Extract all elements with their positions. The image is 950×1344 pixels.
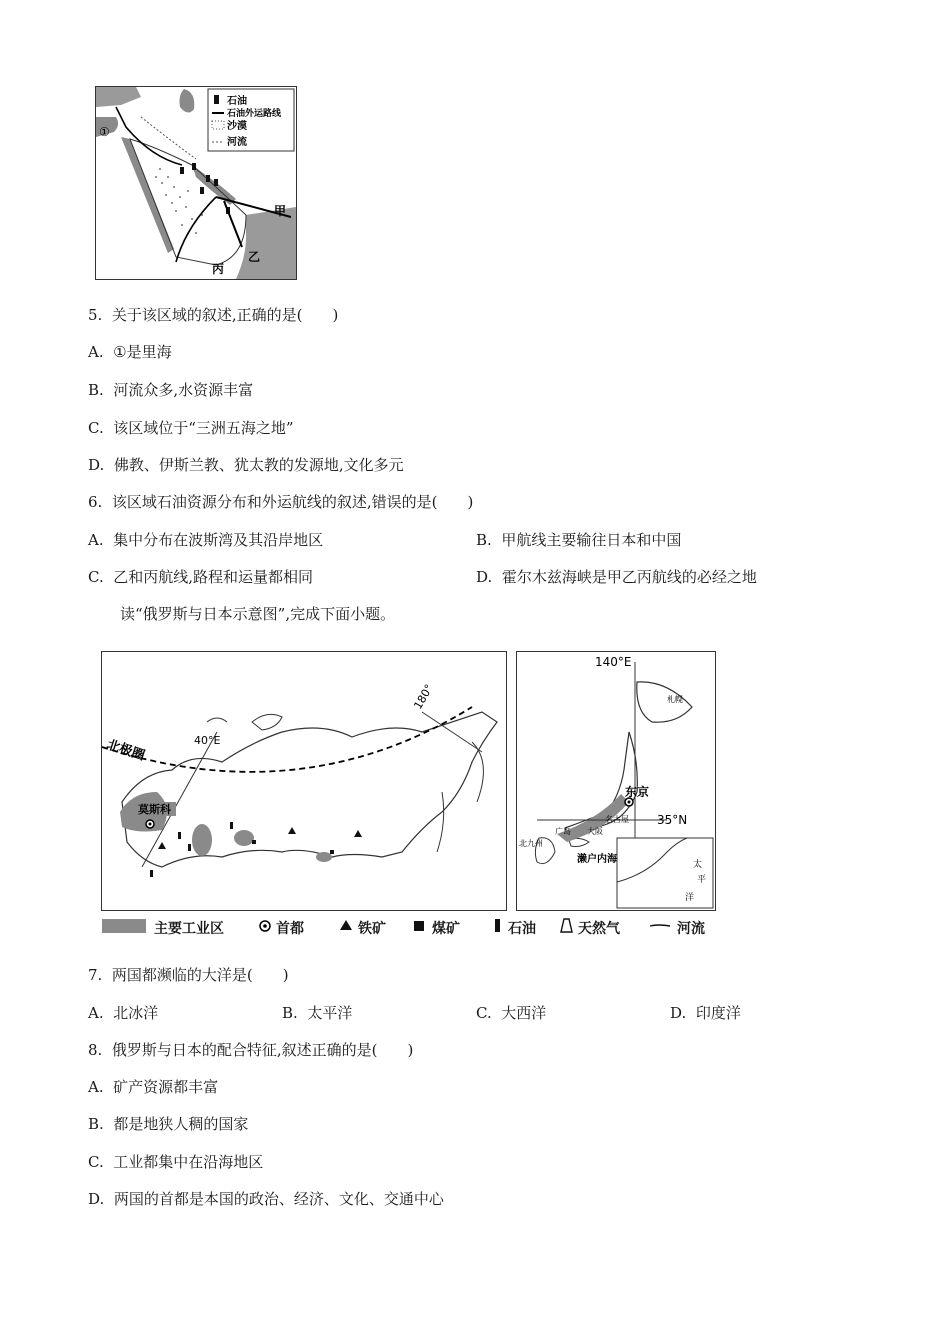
legend-iron: 铁矿 [358, 921, 386, 937]
tigris-euphrates-river [141, 117, 196, 159]
russia-map-svg [102, 652, 506, 910]
label-bing: 丙 [212, 262, 225, 276]
label-circle-1: ① [99, 125, 110, 139]
ural-industrial-zone [234, 830, 254, 846]
label-ocean-3: 洋 [685, 893, 695, 903]
q8-option-c[interactable]: C. 工业都集中在沿海地区 [88, 1153, 264, 1171]
label-35n: 35°N [657, 813, 688, 827]
iron-legend-icon [340, 920, 352, 930]
black-sea-area [96, 87, 141, 107]
label-140e: 140°E [595, 655, 632, 669]
coal-legend-icon [414, 921, 424, 931]
legend-oil-route: 石油外运路线 [227, 109, 282, 119]
caspian-sea [180, 89, 195, 113]
russia-outline [122, 712, 497, 867]
japan-map-svg [517, 652, 715, 910]
q6-text: 该区域石油资源分布和外运航线的叙述,错误的是( ) [111, 493, 474, 511]
middle-east-map-svg [96, 87, 296, 279]
q5-option-d[interactable]: D. 佛教、伊斯兰教、犹太教的发源地,文化多元 [88, 456, 404, 474]
route-bing [176, 197, 216, 262]
q7-text: 两国都濒临的大洋是( ) [111, 966, 289, 984]
q8-option-a[interactable]: A. 矿产资源都丰富 [88, 1078, 219, 1096]
inset-box [617, 838, 713, 908]
q8-option-d[interactable]: D. 两国的首都是本国的政治、经济、文化、交通中心 [88, 1190, 444, 1208]
tokyo-capital-dot [628, 801, 631, 804]
label-hiroshima: 广岛 [555, 827, 571, 836]
kuzbass-industrial-zone [316, 852, 332, 862]
label-kitakyushu: 北九州 [519, 839, 543, 848]
q7-number: 7. [88, 966, 103, 984]
novaya-zemlya [252, 714, 282, 730]
label-sapporo: 札幌 [667, 695, 683, 704]
q6-option-b[interactable]: B. 甲航线主要输往日本和中国 [476, 531, 682, 549]
arabian-sea [236, 207, 296, 279]
legend-oil: 石油 [227, 96, 247, 107]
legend-natural-gas: 天然气 [578, 921, 620, 937]
q8-number: 8. [88, 1041, 103, 1059]
legend-coal: 煤矿 [432, 921, 460, 937]
intro-text: 读“俄罗斯与日本示意图”,完成下面小题。 [120, 605, 396, 623]
q7-option-d[interactable]: D. 印度洋 [670, 1004, 741, 1022]
river-legend-icon-2 [650, 925, 670, 926]
q8-option-b[interactable]: B. 都是地狭人稠的国家 [88, 1115, 249, 1133]
volga-industrial-zone [192, 824, 212, 856]
q7-option-c[interactable]: C. 大西洋 [476, 1004, 547, 1022]
legend-desert: 沙漠 [227, 121, 247, 132]
route-yi [224, 201, 242, 247]
natural-gas-legend-icon [561, 919, 572, 932]
japan-map [516, 651, 716, 911]
capital-legend-dot [263, 924, 267, 928]
label-nagoya: 名古屋 [605, 815, 629, 824]
label-180: 180° [411, 682, 436, 712]
industrial-zone-legend-icon [102, 919, 146, 933]
q6-stem [88, 492, 473, 512]
q5-number: 5. [88, 306, 103, 324]
q7-option-b[interactable]: B. 太平洋 [282, 1004, 353, 1022]
label-ocean-2: 平 [697, 875, 707, 885]
label-inland-sea: 濑户内海 [577, 854, 617, 865]
q7-option-a[interactable]: A. 北冰洋 [88, 1004, 159, 1022]
q5-option-a[interactable]: A. ①是里海 [88, 343, 172, 361]
resource-markers [150, 822, 362, 877]
hokkaido [637, 682, 692, 722]
route-west [116, 107, 182, 165]
arctic-circle-line [102, 707, 472, 772]
legend-oil-2: 石油 [508, 921, 536, 937]
label-ocean-1: 太 [693, 860, 703, 870]
russia-map [101, 651, 507, 911]
q6-option-d[interactable]: D. 霍尔木兹海峡是甲乙丙航线的必经之地 [476, 568, 757, 586]
label-tokyo: 东京 [625, 785, 650, 799]
oil-legend-icon-2 [495, 919, 500, 932]
sakhalin [437, 792, 444, 852]
moscow-capital-dot [149, 823, 152, 826]
middle-east-oil-map [95, 86, 297, 280]
q5-text: 关于该区域的叙述,正确的是( ) [111, 306, 339, 324]
label-moscow: 莫斯科 [138, 803, 171, 816]
label-osaka: 大阪 [587, 827, 603, 836]
q5-stem [88, 305, 338, 325]
q6-number: 6. [88, 493, 103, 511]
q8-stem [88, 1040, 413, 1060]
q6-option-c[interactable]: C. 乙和丙航线,路程和运量都相同 [88, 568, 314, 586]
q7-stem [88, 965, 289, 985]
label-jia: 甲 [274, 204, 287, 218]
kola-peninsula [207, 718, 227, 722]
label-40e: 40°E [194, 734, 221, 747]
q6-option-a[interactable]: A. 集中分布在波斯湾及其沿岸地区 [88, 531, 324, 549]
legend-capital: 首都 [276, 921, 304, 937]
russia-japan-legend [102, 912, 714, 940]
q8-text: 俄罗斯与日本的配合特征,叙述正确的是( ) [111, 1041, 414, 1059]
label-arctic-circle: 北极圈 [104, 737, 147, 764]
q5-option-b[interactable]: B. 河流众多,水资源丰富 [88, 381, 254, 399]
legend-industrial-zone: 主要工业区 [154, 921, 224, 937]
legend-river: 河流 [227, 137, 247, 148]
legend-river-2: 河流 [677, 921, 705, 937]
label-yi: 乙 [248, 250, 261, 264]
q5-option-c[interactable]: C. 该区域位于“三洲五海之地” [88, 419, 294, 437]
oil-legend-icon [214, 95, 219, 104]
